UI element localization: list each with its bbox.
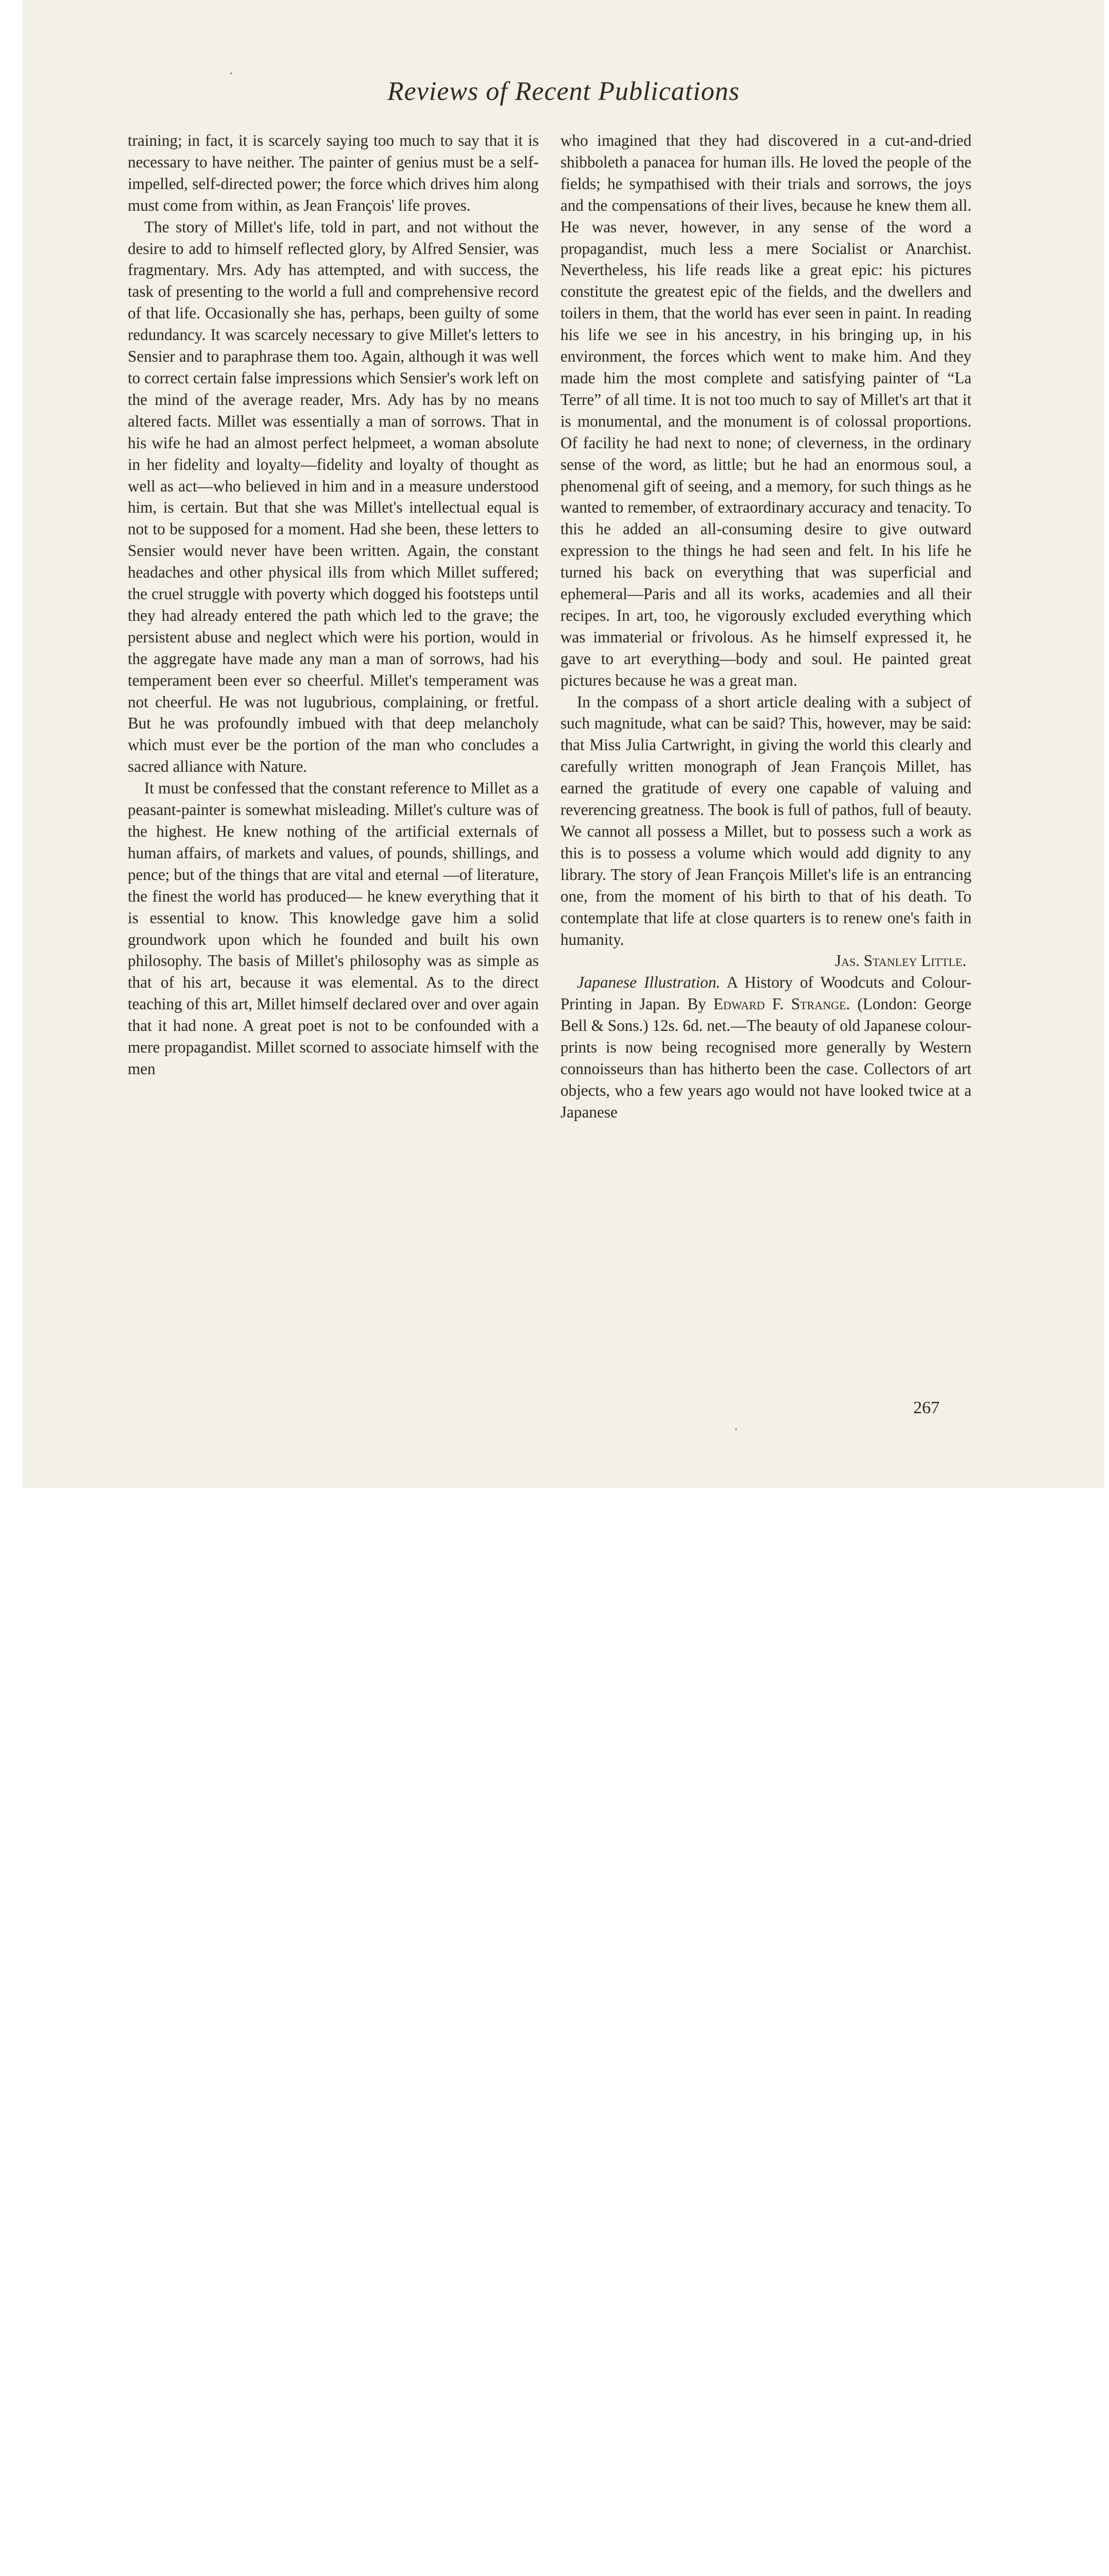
review-book-title: Japanese Illustration. — [577, 973, 721, 992]
digitization-footer — [0, 1488, 1109, 1642]
review-body: (London: George Bell & Sons.) 12s. 6d. net.—The beauty of old Japanese colour-prints is now being recognised more generally by Western connoisseurs than has hitherto been the case. Collectors of art objects, who a few years ago would not have looked twice at a Japanese — [560, 995, 972, 1121]
scan-speck: · — [733, 1421, 739, 1438]
left-paragraph-3: It must be confessed that the constant reference to Millet as a peasant-painter is somewhat misleading. Millet's culture was of the highest. He knew nothing of the artificial externals of human affairs, of markets and values, of pounds, shillings, and pence; but of the things that are vital and eternal —of literature, the finest the world has produced— he knew everything that it is essential to know. This knowledge gave him a solid groundwork upon which he founded and built his own philosophy. The basis of Millet's philosophy was as simple as that of his art, because it was elemental. As to the direct teaching of this art, Millet himself declared over and over again that it had none. A great poet is not to be confounded with a mere propagandist. Millet scorned to associate himself with the men — [128, 779, 539, 1078]
review-entry-japanese-illustration — [560, 972, 971, 1123]
review-signature: Jas. Stanley Little. — [834, 952, 966, 970]
left-paragraph-1: training; in fact, it is scarcely saying too much to say that it is necessary to have neither. The painter of genius must be a self-impelled, self-directed power; the force which drives him along must come from within, as Jean François' life proves. — [128, 131, 539, 214]
left-paragraph-2: The story of Millet's life, told in part, and not without the desire to add to himself reflected glory, by Alfred Sensier, was fragmentary. Mrs. Ady has attempted, and with success, the task of presenting to the world a full and comprehensive record of that life. Occasionally she has, perhaps, been guilty of some redundancy. It was scarcely necessary to give Millet's letters to Sensier and to paraphrase them too. Again, although it was well to correct certain false impressions which Sensier's work left on the mind of the average reader, Mrs. Ady has by no means altered facts. Millet was essentially a man of sorrows. That in his wife he had an almost perfect helpmeet, a woman absolute in her fidelity and loyalty—fidelity and loyalty of thought as well as act—who believed in him and in a measure understood him, is certain. But that she was Millet's intellectual equal is not to be supposed for a moment. Had she been, these letters to Sensier would never have been written. Again, the constant headaches and other physical ills from which Millet suffered; the cruel struggle with poverty which dogged his footsteps until they had already entered the path which led to the grave; the persistent abuse and neglect which were his portion, would in the aggregate have made any man a man of sorrows, had his temperament been ever so cheerful. Millet's temperament was not cheerful. He was not lugubrious, complaining, or fretful. But he was profoundly imbued with that deep melancholy which must ever be the portion of the man who concludes a sacred alliance with Nature. — [128, 217, 539, 776]
right-paragraph-1: who imagined that they had discovered in a cut-and-dried shibboleth a panacea for human ills. He loved the people of the fields; he sympathised with their trials and sorrows, the joys and the compensations of their lives, because he knew them all. He was never, however, in any sense of the word a propagandist, much less a mere Socialist or Anarchist. Nevertheless, his life reads like a great epic: his pictures constitute the greatest epic of the fields, and the dwellers and toilers in them, that the world has ever seen in paint. In reading his life we see in his ancestry, in his bringing up, in his environment, the forces which went to make him. And they made him the most complete and satisfying painter of “La Terre” of all time. It is not too much to say of Millet's art that it is monumental, and the monument is of colossal proportions. Of facility he had next to none; of cleverness, in the ordinary sense of the word, as little; but he had an enormous soul, a phenomenal gift of seeing, and a memory, for such things as he wanted to remember, of extraordinary accuracy and tenacity. To this he added an all-consuming desire to give outward expression to the things he had seen and felt. In his life he turned his back on everything that was superficial and ephemeral—Paris and all its works, academies and all their recipes. In art, too, he vigorously excluded everything which was immaterial or frivolous. As he himself expressed it, he gave to art everything—body and soul. He painted great pictures because he was a great man. — [560, 131, 971, 689]
running-head: Reviews of Recent Publications — [387, 77, 740, 106]
scan-speck: · — [229, 65, 234, 82]
review-book-author: Edward F. Strange. — [713, 995, 850, 1013]
page-number: 267 — [913, 1398, 940, 1417]
right-column — [560, 130, 971, 1123]
right-paragraph-2: In the compass of a short article dealing with a subject of such magnitude, what can be said? This, however, may be said: that Miss Julia Cartwright, in giving the world this clearly and carefully written monograph of Jean François Millet, has earned the gratitude of every one capable of valuing and reverencing greatness. The book is full of pathos, full of beauty. We cannot all possess a Millet, but to possess such a work as this is to possess a volume which would add dignity to any library. The story of Jean François Millet's life is an entrancing one, from the moment of his birth to that of his death. To contemplate that life at close quarters is to renew one's faith in humanity. — [560, 692, 971, 948]
review-book-subtitle: A History of Woodcuts and Colour-Printing in Japan. By — [560, 973, 971, 1013]
left-column — [128, 130, 539, 1080]
scanned-page — [23, 0, 1104, 1488]
